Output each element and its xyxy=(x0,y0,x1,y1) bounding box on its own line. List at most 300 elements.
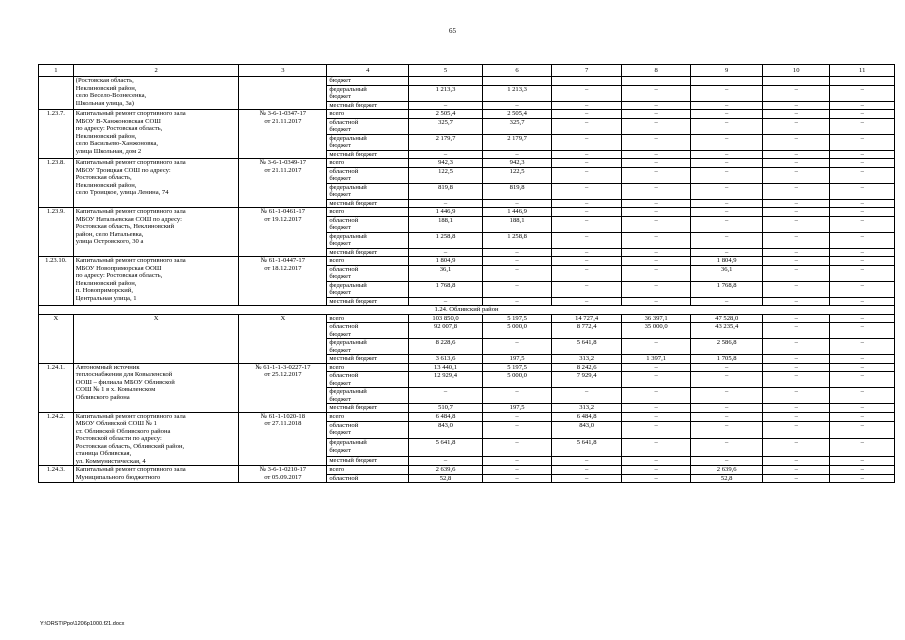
value-cell: – xyxy=(830,323,895,339)
value-cell: 2 505,4 xyxy=(409,110,483,119)
value-cell: – xyxy=(552,118,622,134)
budget-source: всего xyxy=(327,159,409,168)
budget-source: областной бюджет xyxy=(327,216,409,232)
value-cell: 313,2 xyxy=(552,404,622,413)
value-cell: – xyxy=(762,314,829,323)
budget-source: всего xyxy=(327,314,409,323)
value-cell: – xyxy=(830,314,895,323)
value-cell xyxy=(409,77,483,86)
value-cell: – xyxy=(621,232,691,248)
budget-source: всего xyxy=(327,208,409,217)
value-cell: – xyxy=(482,257,552,266)
value-cell: – xyxy=(552,208,622,217)
value-cell: 942,3 xyxy=(482,159,552,168)
value-cell: – xyxy=(409,101,483,110)
value-cell: – xyxy=(830,372,895,388)
value-cell: 843,0 xyxy=(552,421,622,438)
value-cell: 5 197,5 xyxy=(482,363,552,372)
value-cell xyxy=(762,77,829,86)
value-cell: – xyxy=(830,118,895,134)
value-cell: – xyxy=(762,257,829,266)
value-cell: – xyxy=(621,257,691,266)
value-cell: 819,8 xyxy=(482,183,552,199)
table-row xyxy=(39,412,895,421)
value-cell: – xyxy=(762,208,829,217)
value-cell: – xyxy=(482,466,552,475)
value-cell: 8 228,6 xyxy=(409,339,483,355)
value-cell: – xyxy=(830,355,895,364)
value-cell: – xyxy=(762,439,829,456)
budget-source: областной бюджет xyxy=(327,421,409,438)
table-row xyxy=(39,110,895,119)
section-row xyxy=(39,306,895,315)
value-cell: – xyxy=(762,474,829,483)
value-cell: – xyxy=(552,466,622,475)
value-cell: – xyxy=(482,456,552,465)
value-cell: – xyxy=(482,388,552,404)
budget-source: федеральный бюджет xyxy=(327,281,409,297)
value-cell: – xyxy=(621,118,691,134)
budget-source: областной бюджет xyxy=(327,372,409,388)
header-cell: 4 xyxy=(327,65,409,77)
value-cell: – xyxy=(830,421,895,438)
value-cell: 1 258,8 xyxy=(409,232,483,248)
value-cell: 843,0 xyxy=(409,421,483,438)
header-row xyxy=(39,65,895,77)
value-cell: 1 804,9 xyxy=(691,257,763,266)
item-name: (Ростовская область, Неклиновский район, село Весело-Вознесенка, Школьная улица, 3а) xyxy=(73,77,239,110)
value-cell: – xyxy=(482,281,552,297)
table-row xyxy=(39,257,895,266)
table-row xyxy=(39,466,895,475)
value-cell: – xyxy=(482,474,552,483)
value-cell: – xyxy=(482,339,552,355)
table-row xyxy=(39,159,895,168)
page-number: 65 xyxy=(449,27,456,35)
value-cell: – xyxy=(830,363,895,372)
value-cell: – xyxy=(482,265,552,281)
value-cell: – xyxy=(552,474,622,483)
item-document: № 61-1-0461-17 от 19.12.2017 xyxy=(239,208,327,257)
value-cell: – xyxy=(409,297,483,306)
value-cell: – xyxy=(552,134,622,150)
item-name: Капитальный ремонт спортивного зала МБОУ Новоприморская ООШ по адресу: Ростовская область, Неклиновский район, п. Новоприморский, Центральная улица, 1 xyxy=(73,257,239,306)
value-cell: – xyxy=(621,208,691,217)
header-cell: 1 xyxy=(39,65,74,77)
value-cell: – xyxy=(762,101,829,110)
value-cell: – xyxy=(621,110,691,119)
value-cell: 1 397,1 xyxy=(621,355,691,364)
budget-source: всего xyxy=(327,110,409,119)
value-cell: – xyxy=(552,159,622,168)
value-cell: – xyxy=(691,456,763,465)
value-cell: 2 639,6 xyxy=(691,466,763,475)
budget-source: областной бюджет xyxy=(327,167,409,183)
value-cell: – xyxy=(621,404,691,413)
value-cell: 5 000,0 xyxy=(482,372,552,388)
item-document: № 61-1-1-3-0227-17 от 25.12.2017 xyxy=(239,363,327,412)
value-cell: – xyxy=(621,456,691,465)
value-cell: 122,5 xyxy=(482,167,552,183)
value-cell: – xyxy=(482,297,552,306)
value-cell: – xyxy=(830,232,895,248)
value-cell: 2 586,8 xyxy=(691,339,763,355)
budget-source: федеральный бюджет xyxy=(327,232,409,248)
value-cell: 14 727,4 xyxy=(552,314,622,323)
budget-source: федеральный бюджет xyxy=(327,85,409,101)
value-cell: – xyxy=(830,150,895,159)
budget-source: федеральный бюджет xyxy=(327,134,409,150)
value-cell: – xyxy=(552,232,622,248)
budget-source: всего xyxy=(327,412,409,421)
section-title: 1.24. Обливский район xyxy=(39,306,895,315)
value-cell: – xyxy=(830,208,895,217)
value-cell: – xyxy=(762,183,829,199)
item-document: № 61-1-1020-18 от 27.11.2018 xyxy=(239,412,327,466)
value-cell: 5 197,5 xyxy=(482,314,552,323)
value-cell: 1 446,9 xyxy=(409,208,483,217)
value-cell: – xyxy=(621,159,691,168)
budget-source: всего xyxy=(327,466,409,475)
header-cell: 11 xyxy=(830,65,895,77)
item-name: Капитальный ремонт спортивного зала МБОУ Натальевская СОШ по адресу: Ростовская область, Неклиновский район, село Натальевка, улица Островского, 30 а xyxy=(73,208,239,257)
value-cell: – xyxy=(621,101,691,110)
header-cell: 2 xyxy=(73,65,239,77)
item-number: 1.23.10. xyxy=(39,257,74,306)
value-cell: – xyxy=(762,281,829,297)
value-cell: – xyxy=(691,412,763,421)
value-cell: – xyxy=(830,257,895,266)
table-row xyxy=(39,77,895,86)
value-cell: 36 397,1 xyxy=(621,314,691,323)
value-cell: – xyxy=(830,159,895,168)
value-cell: – xyxy=(552,199,622,208)
header-cell: 6 xyxy=(482,65,552,77)
value-cell: 1 804,9 xyxy=(409,257,483,266)
value-cell: – xyxy=(409,248,483,257)
value-cell: 6 484,8 xyxy=(409,412,483,421)
value-cell: – xyxy=(621,439,691,456)
item-document: № 3-6-1-0349-17 от 21.11.2017 xyxy=(239,159,327,208)
value-cell: – xyxy=(762,248,829,257)
value-cell: – xyxy=(691,159,763,168)
value-cell: – xyxy=(830,404,895,413)
value-cell: 1 446,9 xyxy=(482,208,552,217)
value-cell: – xyxy=(762,232,829,248)
value-cell: – xyxy=(691,421,763,438)
value-cell: – xyxy=(762,388,829,404)
value-cell: – xyxy=(552,388,622,404)
value-cell: 188,1 xyxy=(409,216,483,232)
item-name: Капитальный ремонт спортивного зала МБОУ Троицкая СОШ по адресу: Ростовская область, Неклиновский район, село Троицкое, улица Ленина, 74 xyxy=(73,159,239,208)
value-cell: 1 768,8 xyxy=(409,281,483,297)
budget-source: всего xyxy=(327,363,409,372)
item-name: Автономный источник теплоснабжения для Ковыленской ООШ – филиала МБОУ Обливской СОШ № 1 в х. Ковыленском Обливского района xyxy=(73,363,239,412)
budget-source: местный бюджет xyxy=(327,248,409,257)
item-document: № 3-6-1-0210-17 от 05.09.2017 xyxy=(239,466,327,483)
value-cell: – xyxy=(691,363,763,372)
header-cell: 8 xyxy=(621,65,691,77)
value-cell: – xyxy=(830,85,895,101)
budget-source: местный бюджет xyxy=(327,101,409,110)
item-document: Х xyxy=(239,314,327,363)
value-cell: – xyxy=(552,183,622,199)
value-cell: – xyxy=(621,466,691,475)
budget-table xyxy=(38,64,895,483)
budget-source: федеральный бюджет xyxy=(327,183,409,199)
value-cell: – xyxy=(762,363,829,372)
item-name: Капитальный ремонт спортивного зала МБОУ В-Ханжоновская СОШ по адресу: Ростовская область, Неклиновский район, село Васильево-Ханжоновка, улица Школьная, дом 2 xyxy=(73,110,239,159)
value-cell: – xyxy=(830,456,895,465)
value-cell: – xyxy=(830,412,895,421)
value-cell: – xyxy=(691,118,763,134)
value-cell: – xyxy=(691,208,763,217)
table-row xyxy=(39,363,895,372)
value-cell: 3 613,6 xyxy=(409,355,483,364)
value-cell: – xyxy=(762,421,829,438)
value-cell: – xyxy=(762,199,829,208)
item-name: Х xyxy=(73,314,239,363)
value-cell: 1 768,8 xyxy=(691,281,763,297)
value-cell: – xyxy=(482,101,552,110)
header-cell: 3 xyxy=(239,65,327,77)
value-cell: – xyxy=(691,85,763,101)
value-cell: 2 179,7 xyxy=(482,134,552,150)
value-cell: 942,3 xyxy=(409,159,483,168)
item-document: № 3-6-1-0347-17 от 21.11.2017 xyxy=(239,110,327,159)
value-cell: 1 258,8 xyxy=(482,232,552,248)
value-cell: 313,2 xyxy=(552,355,622,364)
value-cell: – xyxy=(552,101,622,110)
value-cell: 197,5 xyxy=(482,355,552,364)
value-cell: – xyxy=(762,456,829,465)
value-cell: – xyxy=(621,339,691,355)
value-cell: – xyxy=(552,216,622,232)
value-cell xyxy=(691,77,763,86)
value-cell: – xyxy=(621,150,691,159)
header-cell: 5 xyxy=(409,65,483,77)
value-cell: – xyxy=(409,199,483,208)
value-cell xyxy=(830,77,895,86)
header-cell: 10 xyxy=(762,65,829,77)
value-cell: – xyxy=(830,265,895,281)
value-cell: 5 641,8 xyxy=(552,339,622,355)
value-cell: – xyxy=(762,216,829,232)
value-cell: – xyxy=(482,421,552,438)
value-cell: 13 440,1 xyxy=(409,363,483,372)
value-cell: 47 528,0 xyxy=(691,314,763,323)
value-cell: – xyxy=(552,456,622,465)
value-cell: – xyxy=(830,339,895,355)
value-cell: 43 235,4 xyxy=(691,323,763,339)
value-cell: – xyxy=(482,412,552,421)
value-cell: – xyxy=(830,134,895,150)
budget-source: местный бюджет xyxy=(327,297,409,306)
value-cell: – xyxy=(762,85,829,101)
value-cell xyxy=(482,77,552,86)
value-cell: – xyxy=(762,265,829,281)
value-cell: 8 242,6 xyxy=(552,363,622,372)
item-number: Х xyxy=(39,314,74,363)
value-cell: 1 213,3 xyxy=(409,85,483,101)
value-cell: – xyxy=(621,199,691,208)
value-cell: 52,8 xyxy=(409,474,483,483)
item-name: Капитальный ремонт спортивного зала Муниципального бюджетного xyxy=(73,466,239,483)
value-cell: – xyxy=(830,474,895,483)
value-cell: – xyxy=(552,167,622,183)
budget-source: местный бюджет xyxy=(327,355,409,364)
item-number: 1.23.9. xyxy=(39,208,74,257)
value-cell: – xyxy=(830,167,895,183)
value-cell: – xyxy=(762,404,829,413)
budget-source: местный бюджет xyxy=(327,456,409,465)
footer-path: Y:\ORST\Ppo\1206p1000.f21.docx xyxy=(40,621,125,627)
value-cell: 5 641,8 xyxy=(552,439,622,456)
value-cell: – xyxy=(621,216,691,232)
value-cell: 1 213,3 xyxy=(482,85,552,101)
value-cell: – xyxy=(762,118,829,134)
value-cell: 2 505,4 xyxy=(482,110,552,119)
value-cell: – xyxy=(409,388,483,404)
value-cell: – xyxy=(762,110,829,119)
value-cell: – xyxy=(762,466,829,475)
value-cell: 5 641,8 xyxy=(409,439,483,456)
value-cell: – xyxy=(552,257,622,266)
value-cell: – xyxy=(762,150,829,159)
budget-source: бюджет xyxy=(327,77,409,86)
value-cell: 325,7 xyxy=(482,118,552,134)
budget-source: местный бюджет xyxy=(327,404,409,413)
value-cell: – xyxy=(830,439,895,456)
value-cell: – xyxy=(762,355,829,364)
value-cell: – xyxy=(482,150,552,159)
value-cell: – xyxy=(409,150,483,159)
value-cell: 8 772,4 xyxy=(552,323,622,339)
value-cell: 6 484,8 xyxy=(552,412,622,421)
item-number: 1.24.2. xyxy=(39,412,74,466)
value-cell: – xyxy=(691,439,763,456)
value-cell: – xyxy=(621,363,691,372)
value-cell: – xyxy=(552,248,622,257)
value-cell: 35 000,0 xyxy=(621,323,691,339)
value-cell: – xyxy=(830,183,895,199)
budget-source: федеральный бюджет xyxy=(327,339,409,355)
item-number: 1.24.1. xyxy=(39,363,74,412)
item-document xyxy=(239,77,327,110)
value-cell: – xyxy=(409,456,483,465)
value-cell: – xyxy=(830,281,895,297)
value-cell xyxy=(621,77,691,86)
value-cell: – xyxy=(552,281,622,297)
item-number: 1.23.8. xyxy=(39,159,74,208)
table-row xyxy=(39,208,895,217)
item-document: № 61-1-0447-17 от 18.12.2017 xyxy=(239,257,327,306)
value-cell: 12 929,4 xyxy=(409,372,483,388)
value-cell: 92 007,8 xyxy=(409,323,483,339)
value-cell: – xyxy=(762,167,829,183)
budget-source: областной бюджет xyxy=(327,118,409,134)
value-cell: – xyxy=(762,134,829,150)
value-cell: – xyxy=(691,248,763,257)
value-cell: 2 179,7 xyxy=(409,134,483,150)
value-cell: 197,5 xyxy=(482,404,552,413)
value-cell: – xyxy=(621,474,691,483)
value-cell: – xyxy=(691,216,763,232)
value-cell: – xyxy=(830,248,895,257)
value-cell: – xyxy=(830,199,895,208)
budget-source: областной бюджет xyxy=(327,323,409,339)
value-cell: 36,1 xyxy=(409,265,483,281)
value-cell: 1 705,8 xyxy=(691,355,763,364)
value-cell: – xyxy=(691,388,763,404)
value-cell xyxy=(552,77,622,86)
value-cell: – xyxy=(621,265,691,281)
value-cell: 52,8 xyxy=(691,474,763,483)
value-cell: – xyxy=(552,297,622,306)
item-name: Капитальный ремонт спортивного зала МБОУ Обливской СОШ № 1 ст. Обливской Обливского района Ростовской области по адресу: Ростовская область, Обливский район, станица Обливская, ул. Коммунистическая, 4 xyxy=(73,412,239,466)
value-cell: – xyxy=(621,388,691,404)
value-cell: – xyxy=(762,297,829,306)
value-cell: 2 639,6 xyxy=(409,466,483,475)
value-cell: 7 929,4 xyxy=(552,372,622,388)
value-cell: – xyxy=(691,404,763,413)
item-number: 1.24.3. xyxy=(39,466,74,483)
item-number xyxy=(39,77,74,110)
value-cell: – xyxy=(691,199,763,208)
value-cell: – xyxy=(552,150,622,159)
value-cell: – xyxy=(621,85,691,101)
value-cell: – xyxy=(621,281,691,297)
value-cell: – xyxy=(691,183,763,199)
value-cell: – xyxy=(691,110,763,119)
budget-source: областной xyxy=(327,474,409,483)
value-cell: 819,8 xyxy=(409,183,483,199)
value-cell: 36,1 xyxy=(691,265,763,281)
budget-source: местный бюджет xyxy=(327,150,409,159)
value-cell: – xyxy=(621,412,691,421)
value-cell: 5 000,0 xyxy=(482,323,552,339)
value-cell: – xyxy=(621,421,691,438)
value-cell: 122,5 xyxy=(409,167,483,183)
value-cell: – xyxy=(691,150,763,159)
header-cell: 9 xyxy=(691,65,763,77)
value-cell: – xyxy=(482,439,552,456)
value-cell: – xyxy=(762,323,829,339)
value-cell: – xyxy=(691,167,763,183)
value-cell: – xyxy=(482,248,552,257)
value-cell: – xyxy=(830,297,895,306)
value-cell: – xyxy=(552,265,622,281)
budget-source: федеральный бюджет xyxy=(327,439,409,456)
value-cell: – xyxy=(691,232,763,248)
budget-source: федеральный бюджет xyxy=(327,388,409,404)
value-cell: – xyxy=(691,101,763,110)
value-cell: – xyxy=(552,110,622,119)
value-cell: – xyxy=(830,466,895,475)
value-cell: – xyxy=(762,412,829,421)
budget-source: областной бюджет xyxy=(327,265,409,281)
value-cell: – xyxy=(691,134,763,150)
value-cell: – xyxy=(830,110,895,119)
value-cell: – xyxy=(762,159,829,168)
value-cell: – xyxy=(482,199,552,208)
value-cell: – xyxy=(621,297,691,306)
value-cell: – xyxy=(762,372,829,388)
value-cell: – xyxy=(621,372,691,388)
value-cell: – xyxy=(830,388,895,404)
item-number: 1.23.7. xyxy=(39,110,74,159)
value-cell: – xyxy=(621,167,691,183)
